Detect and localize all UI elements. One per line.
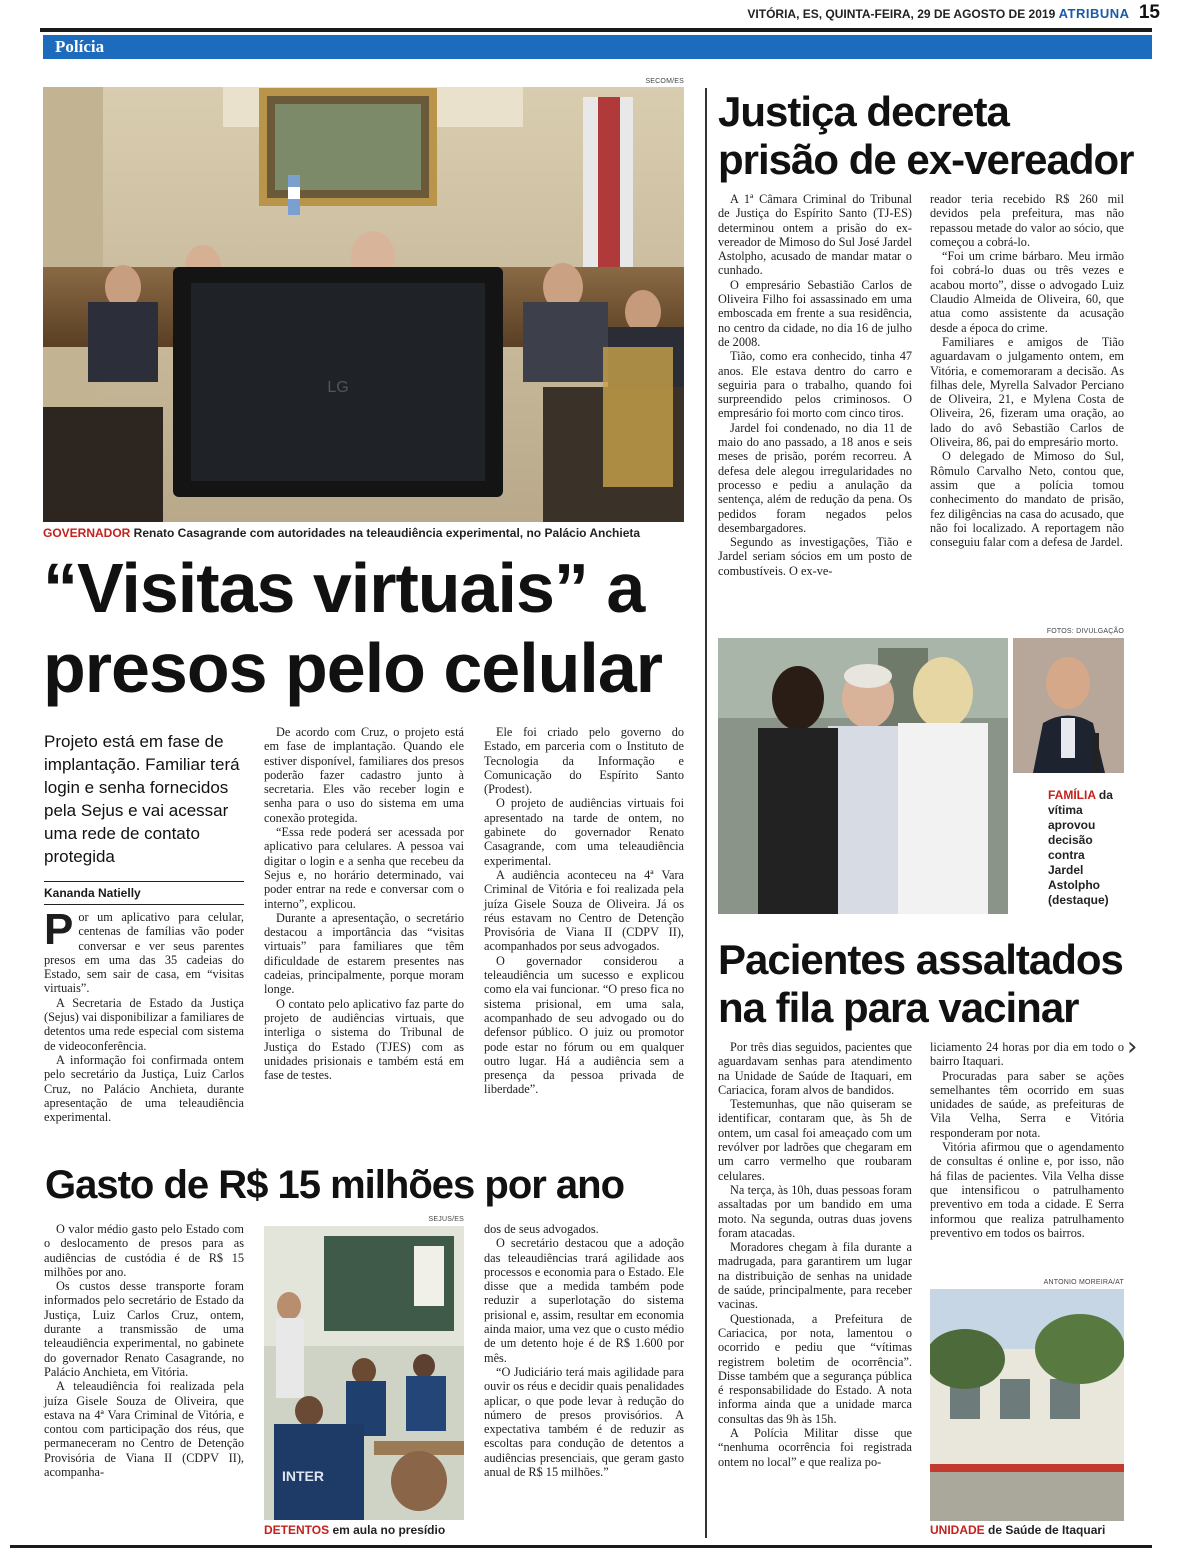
- family-photo-credit: FOTOS: DIVULGAÇÃO: [1046, 628, 1124, 635]
- main-photo-credit: SECOM/ES: [645, 78, 684, 85]
- paragraph: Questionada, a Prefeitura de Cariacica, por nota, lamentou o ocorrido e pediu que “vítimas registrem boletim de ocorrência”. Disse também que a segurança pública é responsabilidade do Estado. A nota informa ainda que a unidade marca consultas das 9h às 15h.: [718, 1311, 912, 1426]
- paragraph: Vitória afirmou que o agendamento de consultas é online e, por isso, não há filas de pacientes. Vila Velha disse que intensificou o patrulhamento preventivo em toda a cidade. E Serra informou que realiza patrulhamento preventivo em todos os bairros.: [930, 1140, 1124, 1240]
- clinic-photo: [930, 1289, 1124, 1521]
- main-headline: [43, 548, 683, 708]
- headline-line-1: Pacientes assaltados: [718, 936, 1123, 983]
- paragraph: “Essa rede poderá ser acessada por aplicativo para celulares. A pessoa vai digitar o login e a senha que recebeu da Sejus e, no horário determinado, vai poder entrar na rede e conversar com o interno”, explicou.: [264, 825, 464, 911]
- family-caption: [1048, 788, 1123, 908]
- paragraph: O delegado de Mimoso do Sul, Rômulo Carvalho Neto, contou que, assim que a polícia tomou conhecimento do mandato de prisão, fez diligências na casa do acusado, que não foi localizado. A reportagem não conseguiu falar com a defesa de Jardel.: [930, 449, 1124, 550]
- section-bar: [43, 35, 1152, 59]
- family-photo: [718, 638, 1008, 914]
- masthead: [560, 2, 1160, 28]
- paragraph: Familiares e amigos de Tião aguardavam o julgamento ontem, em Vitória, e comemoraram a decisão. As filhas dele, Myrella Salvador Perciano de Oliveira, 21, e Mylena Costa de Oliveira, 26, fizeram uma oração, ao lado do avô Sebastião Carlos de Oliveira, 86, pai do empresário morto.: [930, 334, 1124, 450]
- paragraph: “O Judiciário terá mais agilidade para ouvir os réus e decidir quais penalidades aplicar, o que pode levar à redução do número de presos provisórios. A expectativa também é de reduzir as escoltas para condução de detentos a audiências presenciais, que geram gasto anual de R$ 15 milhões.”: [484, 1364, 684, 1480]
- headline-line-2: prisão de ex-vereador: [718, 136, 1134, 183]
- shirt-text: INTER: [282, 1468, 324, 1484]
- paragraph: Moradores chegam à fila durante a madrugada, para garantirem um lugar na distribuição de senhas na unidade de saúde, principalmente, para receber vacinas.: [718, 1240, 912, 1312]
- patients-col-2: [930, 1040, 1124, 1240]
- main-col-1: [44, 905, 244, 1125]
- byline: Kananda Natielly: [44, 886, 141, 900]
- caption-text: da vítima aprovou decisão contra Jardel Astolpho (destaque): [1048, 788, 1113, 907]
- caption-keyword: GOVERNADOR: [43, 526, 131, 540]
- headline-line-2: na fila para vacinar: [718, 984, 1079, 1031]
- caption-keyword: FAMÍLIA: [1048, 788, 1096, 802]
- paragraph: Ele foi criado pelo governo do Estado, em parceria com o Instituto de Tecnologia da Informação e Comunicação do Espírito Santo (Prodest).: [484, 725, 684, 797]
- byline-rule-bottom: [44, 904, 244, 905]
- detainees-photo: [264, 1226, 464, 1520]
- clinic-photo-credit: ANTONIO MOREIRA/AT: [1043, 1279, 1124, 1286]
- headline-line-2: presos pelo celular: [43, 629, 663, 707]
- paragraph: O secretário destacou que a adoção das teleaudiências trará agilidade aos processos e economia para o Estado. Ele disse que a medida também pode reduzir a superlotação do sistema prisional e, assim, resultar em economia ainda maior, uma vez que o custo médio de um detento hoje é de R$ 1.600 por mês.: [484, 1236, 684, 1365]
- dateline: VITÓRIA, ES, QUINTA-FEIRA, 29 DE AGOSTO DE 2019: [747, 7, 1056, 21]
- paragraph: Jardel foi condenado, no dia 11 de maio do ano passado, a 18 anos e seis meses de prisão, porém recorreu. A defesa dele alegou irregularidades no processo e pediu a anulação da sentença, além de redução da pena. Os pedidos foram negados pelos desembargadores.: [718, 420, 912, 535]
- paragraph: Na terça, às 10h, duas pessoas foram assaltadas por um bandido em uma moto. Na segunda, outras duas jovens foram atacadas.: [718, 1182, 912, 1240]
- caption-keyword: DETENTOS: [264, 1523, 330, 1537]
- justice-col-1: [718, 192, 912, 578]
- detainees-caption: [264, 1523, 484, 1537]
- paragraph: “Foi um crime bárbaro. Meu irmão foi cobrá-lo duas ou três vezes e acabou morto”, disse o advogado Luiz Claudio Almeida de Oliveira, 60, que atua como assistente da acusação desde a época do crime.: [930, 249, 1124, 335]
- cost-headline: Gasto de R$ 15 milhões por ano: [45, 1163, 625, 1207]
- paragraph: A informação foi confirmada ontem pelo secretário da Justiça, Luiz Carlos Cruz, no Palácio Anchieta, durante apresentação de uma teleaudiência experimental.: [44, 1052, 244, 1125]
- headline-line-1: Justiça decreta: [718, 88, 1009, 135]
- paragraph: or um aplicativo para celular, centenas de famílias vão poder conversar e ver seus parentes presos em uma das 35 cadeias do Estado, sem sair de casa, em “visitas virtuais”.: [44, 910, 244, 996]
- paragraph: O contato pelo aplicativo faz parte do projeto de audiências virtuais, que interliga o sistema do Tribunal de Justiça do Estado (TJES) com as unidades prisionais e também está em fase de testes.: [264, 996, 464, 1083]
- detail-photo: [1013, 638, 1124, 773]
- caption-keyword: UNIDADE: [930, 1523, 985, 1537]
- main-photo-caption: [43, 526, 684, 540]
- headline-line-1: “Visitas virtuais” a: [43, 549, 645, 627]
- paragraph: Os custos desse transporte foram informados pelo secretário de Estado da Justiça, Luiz Carlos Cruz, ontem, durante a transmissão de uma teleaudiência experimental, no gabinete do governador Renato Casagrande, no Palácio Anchieta, em Vitória.: [44, 1279, 244, 1379]
- justice-col-2: [930, 192, 1124, 549]
- main-col-2: [264, 725, 464, 1082]
- paragraph: A 1ª Câmara Criminal do Tribunal de Justiça do Espírito Santo (TJ-ES) determinou ontem a prisão do ex-vereador de Mimoso do Sul José Jardel Astolpho, acusado de mandar matar o cunhado.: [718, 192, 912, 278]
- cost-col-1: [44, 1222, 244, 1479]
- paragraph: reador teria recebido R$ 260 mil devidos pela prefeitura, mas não repassou metade do valor ao sócio, que começou a cobrá-lo.: [930, 192, 1124, 249]
- paragraph: A audiência aconteceu na 4ª Vara Criminal de Vitória e foi realizada pela juíza Gisele Souza de Oliveira. Já os réus estavam no Centro de Detenção Provisória de Viana II (CDPV II), acompanhados por seus advogados.: [484, 867, 684, 954]
- main-photo: [43, 87, 684, 522]
- clinic-caption: [930, 1523, 1124, 1537]
- paragraph: A Polícia Militar disse que “nenhuma ocorrência foi registrada ontem no local” e que realiza po-: [718, 1426, 912, 1469]
- brand-logo: ATRIBUNA: [1058, 6, 1130, 21]
- detainees-photo-credit: SEJUS/ES: [428, 1216, 464, 1223]
- paragraph: Segundo as investigações, Tião e Jardel seriam sócios em um posto de combustíveis. O ex-ve-: [718, 535, 912, 578]
- paragraph: dos de seus advogados.: [484, 1222, 599, 1236]
- column-divider: [705, 88, 707, 1538]
- drop-cap: P: [44, 905, 74, 954]
- paragraph: O empresário Sebastião Carlos de Oliveira Filho foi assassinado em uma emboscada em frente a sua residência, no centro da cidade, no dia 16 de julho de 2008.: [718, 277, 912, 349]
- paragraph: Por três dias seguidos, pacientes que aguardavam senhas para atendimento na Unidade de Saúde de Itaquari, em Cariacica, foram alvos de bandidos.: [718, 1040, 912, 1097]
- top-rule: [40, 28, 1152, 32]
- page-number: 15: [1138, 2, 1160, 23]
- paragraph: O valor médio gasto pelo Estado com o deslocamento de presos para as audiências de custódia é de R$ 15 milhões por ano.: [44, 1222, 244, 1279]
- paragraph: liciamento 24 horas por dia em todo o bairro Itaquari.: [930, 1040, 1124, 1069]
- justice-headline: [718, 88, 1138, 184]
- main-dek: Projeto está em fase de implantação. Familiar terá login e senha fornecidos pela Sejus e vai acessar uma rede de contato protegida: [44, 732, 240, 866]
- bottom-rule: [10, 1545, 1152, 1548]
- chevron-right-icon[interactable]: ›: [1127, 1032, 1138, 1062]
- paragraph: Procuradas para saber se ações semelhantes têm ocorrido em suas unidades de saúde, as prefeituras de Vila Velha, Serra e Vitória responderam por nota.: [930, 1068, 1124, 1140]
- main-col-3: [484, 725, 684, 1097]
- paragraph: De acordo com Cruz, o projeto está em fase de implantação. Quando ele estiver disponível, familiares dos presos poderão fazer cadastro junto à secretaria. Eles vão receber login e senha para o uso do sistema em uma conexão protegida.: [264, 725, 464, 825]
- patients-headline: [718, 936, 1138, 1032]
- byline-rule: [44, 881, 244, 882]
- patients-col-1: [718, 1040, 912, 1469]
- section-title: Polícia: [55, 37, 105, 56]
- paragraph: O governador considerou a teleaudiência um sucesso e explicou como ela vai funcionar. “O preso fica no sistema prisional, em uma sala, acompanhado de seu advogado ou do defensor público. O juiz ou promotor pode estar no fórum ou em qualquer outro lugar. Há a audiência sem a presença da pessoa privada de liberdade”.: [484, 953, 684, 1097]
- svg-text:LG: LG: [327, 379, 349, 396]
- paragraph: A Secretaria de Estado da Justiça (Sejus) vai disponibilizar a familiares de detentos uma rede especial com sistema de videoconferência.: [44, 995, 244, 1053]
- paragraph: Durante a apresentação, o secretário destacou a importância das “visitas virtuais” para familiares que têm dificuldade de estarem presentes nas cadeias, principalmente, porque moram longe.: [264, 910, 464, 997]
- paragraph: A teleaudiência foi realizada pela juíza Gisele Souza de Oliveira, que estava na 4ª Vara Criminal de Vitória, e contou com participação dos réus, que permaneceram no Centro de Detenção Provisória de Viana II (CDPV II), acompanha-: [44, 1379, 244, 1480]
- paragraph: Tião, como era conhecido, tinha 47 anos. Ele estava dentro do carro e seguiria para o trabalho, quando foi surpreendido pelos criminosos. O empresário foi morto com cinco tiros.: [718, 349, 912, 421]
- cost-col-3: [484, 1222, 684, 1479]
- paragraph: O projeto de audiências virtuais foi apresentado na tarde de ontem, no gabinete do governador Renato Casagrande, com uma teleaudiência experimental.: [484, 796, 684, 868]
- caption-text: Renato Casagrande com autoridades na teleaudiência experimental, no Palácio Anchieta: [130, 526, 641, 540]
- caption-text: em aula no presídio: [329, 1523, 446, 1537]
- paragraph: Testemunhas, que não quiseram se identificar, contaram que, às 5h de ontem, um casal foi ameaçado com um revólver por ladrões que chegaram em um carro vermelho que roubaram celulares.: [718, 1097, 912, 1183]
- caption-text: de Saúde de Itaquari: [984, 1523, 1106, 1537]
